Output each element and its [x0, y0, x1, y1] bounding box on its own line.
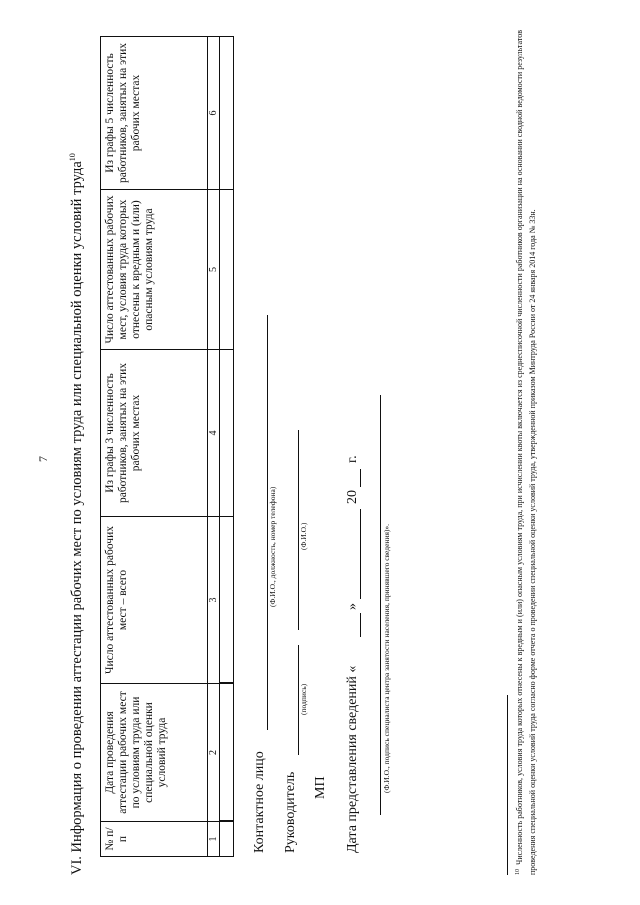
contact-person-caption: (Ф.И.О., должность, номер телефона) — [268, 486, 277, 607]
column-number: 3 — [208, 517, 220, 684]
header-cell-harmful-workplaces: Число аттестованных рабочих мест, условия труда которых отнесены к вредным и (или) опасным условиям труда — [101, 190, 208, 350]
table-cell[interactable] — [220, 190, 234, 350]
footnote-number: 10 — [515, 869, 521, 875]
specialist-signature-field[interactable] — [380, 395, 381, 815]
contact-person-label: Контактное лицо — [252, 751, 267, 853]
table-cell[interactable] — [220, 822, 234, 857]
page-number: 7 — [36, 456, 50, 462]
footnote-separator — [507, 695, 508, 875]
header-cell-total-workplaces: Число аттестованных рабочих мест – всего — [101, 517, 208, 684]
head-label: Руководитель — [283, 771, 298, 853]
date-year-prefix: 20 — [345, 490, 360, 504]
header-cell-number: № п/п — [101, 822, 208, 857]
table-cell[interactable] — [220, 37, 234, 190]
title-footnote-ref: 10 — [68, 153, 77, 162]
date-year-suffix: г. — [345, 455, 360, 463]
table-cell[interactable] — [220, 517, 234, 684]
footnote — [512, 30, 539, 875]
column-number: 4 — [208, 350, 220, 517]
signature-caption: (подпись) — [299, 683, 308, 715]
table-cell[interactable] — [220, 684, 234, 822]
table-cell[interactable] — [220, 350, 234, 517]
column-number: 5 — [208, 190, 220, 350]
date-quote-close: » — [345, 603, 360, 610]
stamp-label: МП — [313, 776, 328, 799]
date-label: Дата представления сведений « — [345, 665, 360, 853]
header-cell-harmful-workers: Из графы 5 численность работников, занятых на этих рабочих местах — [101, 37, 208, 190]
date-year-field[interactable] — [360, 469, 361, 487]
attestation-table — [100, 36, 234, 857]
column-number: 2 — [208, 684, 220, 822]
column-number-row — [208, 37, 220, 857]
header-cell-workers-count: Из графы 3 численность работников, занятых на этих рабочих местах — [101, 350, 208, 517]
table-header-row — [101, 37, 208, 857]
fio-caption: (Ф.И.О.) — [299, 522, 308, 550]
date-day-field[interactable] — [360, 613, 361, 637]
date-month-field[interactable] — [360, 509, 361, 599]
table-row — [220, 37, 234, 857]
section-title-text: VI. Информация о проведении аттестации рабочих мест по условиям труда или специальной оценки условий труда — [69, 161, 85, 875]
section-title — [68, 153, 86, 875]
column-number: 1 — [208, 822, 220, 857]
header-cell-date: Дата проведения аттестации рабочих мест по условиям труда или специальной оценки условий труда — [101, 684, 208, 822]
footnote-body: Численность работников, условия труда которых отнесены к вредным и (или) опасным условиям труда, при исчислении квоты включается из среднесписочной численности работников организации на основании сводной ведомости результатов проведения специальной оценки условий труда согласно форме отчета о проведении специальной оценки условий труда, утвержденной приказом Минтруда России от 24 января 2014 года № 33н. — [515, 29, 537, 875]
column-number: 6 — [208, 37, 220, 190]
specialist-caption: (Ф.И.О., подпись специалиста центра занятости населения, принявшего сведения)». — [382, 523, 391, 793]
